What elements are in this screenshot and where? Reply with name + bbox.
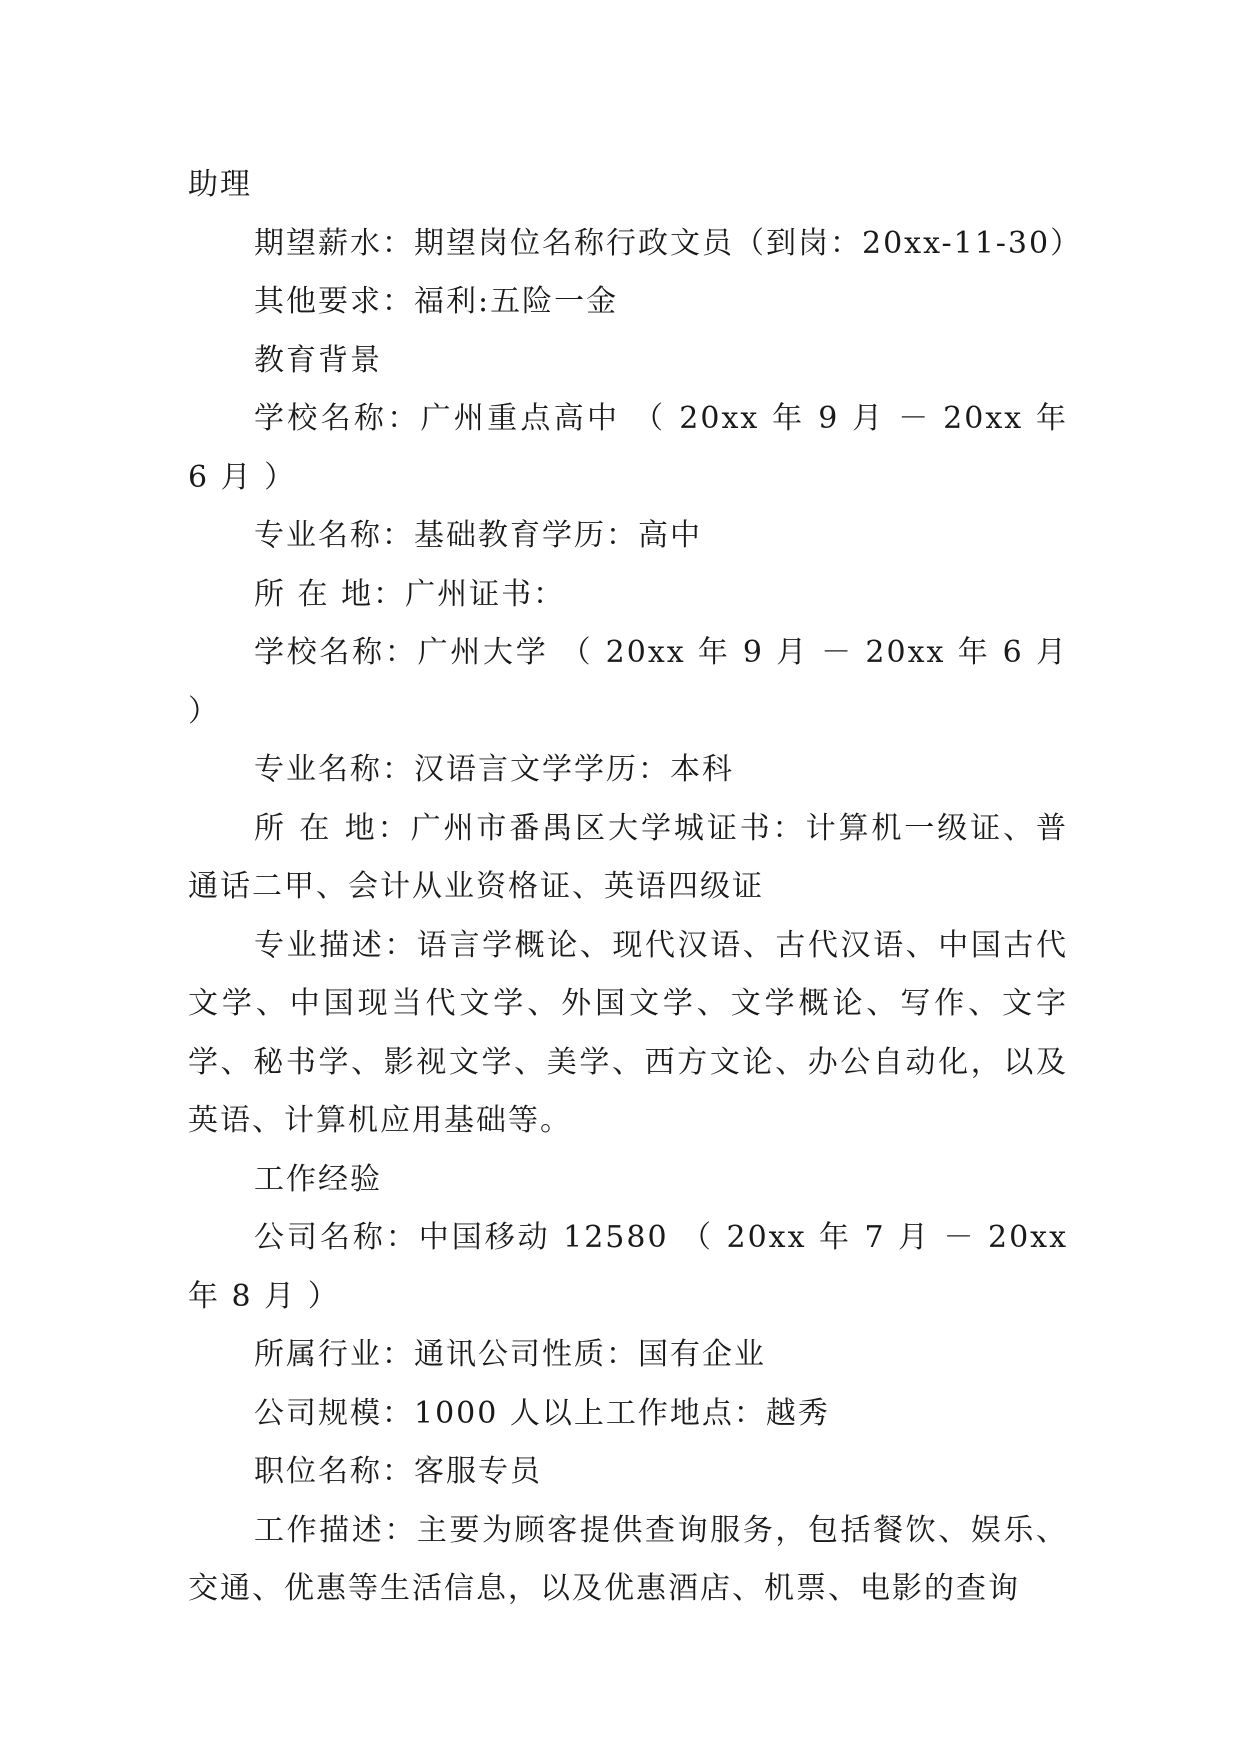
expected-salary: 期望薪水：期望岗位名称行政文员（到岗：20xx-11-30） xyxy=(254,225,1083,261)
continued-title: 助理 xyxy=(188,167,252,202)
major-entry: 专业名称：汉语言文学学历：本科 xyxy=(254,752,734,787)
other-requirements: 其他要求：福利:五险一金 xyxy=(254,284,619,319)
school-entry: 学校名称：广州重点高中 （ 20xx 年 9 月 － 20xx 年 6 月 ） xyxy=(188,401,1068,495)
location-entry: 所 在 地：广州市番禺区大学城证书：计算机一级证、普通话二甲、会计从业资格证、英语四级证 xyxy=(188,810,1068,904)
location-entry: 所 在 地：广州证书： xyxy=(254,576,566,612)
document-body xyxy=(188,156,1083,1619)
major-entry: 专业名称：基础教育学历：高中 xyxy=(254,518,702,553)
major-description: 专业描述：语言学概论、现代汉语、古代汉语、中国古代文学、中国现当代文学、外国文学、文学概论、写作、文字学、秘书学、影视文学、美学、西方文论、办公自动化，以及英语、计算机应用基础等。 xyxy=(188,927,1068,1138)
school-entry: 学校名称：广州大学 （ 20xx 年 9 月 － 20xx 年 6 月 ） xyxy=(188,635,1068,729)
work-heading: 工作经验 xyxy=(254,1161,382,1197)
company-scale: 公司规模：1000 人以上工作地点：越秀 xyxy=(254,1395,830,1431)
education-heading: 教育背景 xyxy=(254,342,382,378)
company-name: 公司名称：中国移动 12580 （ 20xx 年 7 月 － 20xx 年 8 月 ） xyxy=(188,1220,1068,1314)
job-description: 工作描述：主要为顾客提供查询服务，包括餐饮、娱乐、交通、优惠等生活信息，以及优惠酒店、机票、电影的查询 xyxy=(188,1512,1068,1606)
position: 职位名称：客服专员 xyxy=(254,1454,542,1489)
industry: 所属行业：通讯公司性质：国有企业 xyxy=(254,1337,766,1372)
